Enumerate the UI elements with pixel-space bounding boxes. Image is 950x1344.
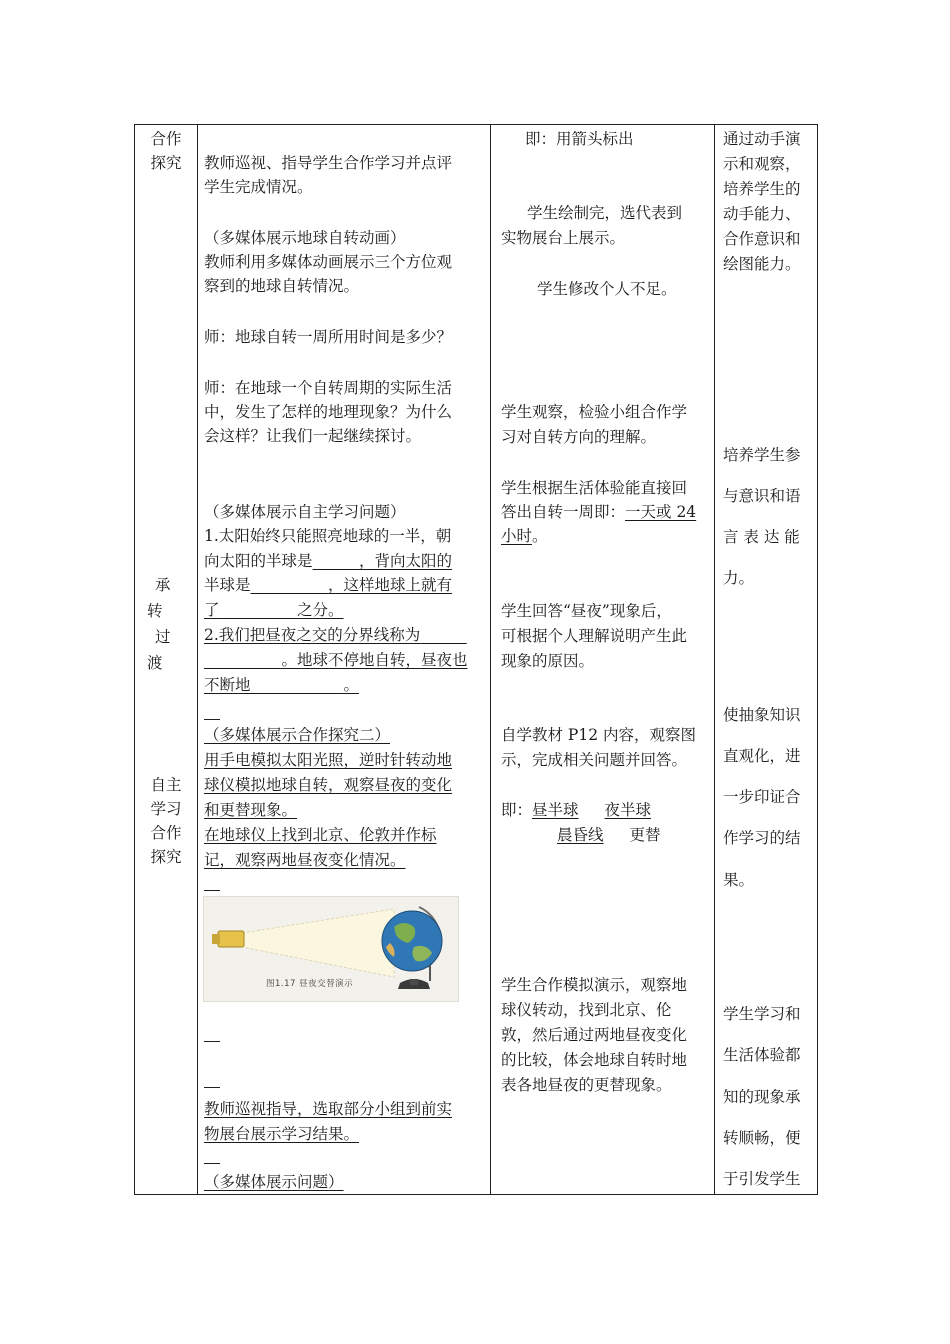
teacher-text: 在地球仪上找到北京、伦敦并作标 xyxy=(204,826,437,844)
intent-text: 直观化，进 xyxy=(723,747,801,765)
student-text: 的比较，体会地球自转时地 xyxy=(501,1051,688,1069)
stage-label: 探究 xyxy=(150,154,182,172)
teacher-text: 物展台展示学习结果。 xyxy=(204,1125,360,1143)
teacher-text: （多媒体展示地球自转动画） xyxy=(204,229,406,247)
stage-label: 探究 xyxy=(150,848,182,866)
teacher-text: 记，观察两地昼夜变化情况。 xyxy=(204,851,406,869)
intent-text: 学生学习和 xyxy=(723,1005,801,1023)
underline-mark xyxy=(204,1087,220,1088)
teacher-text: 教师利用多媒体动画展示三个方位观 xyxy=(204,253,453,271)
teacher-text: 1.太阳始终只能照亮地球的一半，朝 xyxy=(204,527,452,545)
teacher-text: 学生完成情况。 xyxy=(204,178,313,196)
student-text: 可根据个人理解说明产生此 xyxy=(501,627,688,645)
underline-mark xyxy=(204,1041,220,1042)
student-text: 习对自转方向的理解。 xyxy=(501,428,657,446)
underline-mark xyxy=(204,1163,220,1164)
student-text: 晨昏线 更替 xyxy=(557,826,661,844)
student-text: 敦，然后通过两地昼夜变化 xyxy=(501,1026,688,1044)
lesson-plan-table xyxy=(134,124,818,1195)
intent-text: 动手能力、 xyxy=(723,205,801,223)
underline-mark xyxy=(204,890,220,891)
intent-text: 转顺畅，便 xyxy=(723,1129,801,1147)
stage-label: 合作 xyxy=(150,130,182,148)
teacher-text: 2.我们把昼夜之交的分界线称为 xyxy=(204,626,421,644)
light-beam xyxy=(242,909,394,977)
student-text: 实物展台上展示。 xyxy=(501,229,626,247)
student-text: 答出自转一周即：一天或 24 xyxy=(501,503,697,521)
intent-text: 绘图能力。 xyxy=(723,255,801,273)
teacher-text: （多媒体展示自主学习问题） xyxy=(204,503,406,521)
globe-icon xyxy=(382,911,442,971)
day-night-demo-figure xyxy=(203,896,459,1002)
intent-text: 通过动手演 xyxy=(723,130,801,148)
teacher-text: 师：在地球一个自转周期的实际生活 xyxy=(204,379,453,397)
intent-text: 与意识和语 xyxy=(723,487,801,505)
stage-label: 承 xyxy=(155,576,171,594)
student-text: 小时。 xyxy=(501,527,548,545)
stage-label: 自主 xyxy=(150,776,182,794)
intent-text: 生活体验都 xyxy=(723,1046,801,1064)
student-text: 学生合作模拟演示，观察地 xyxy=(501,976,688,994)
teacher-text: 不断地 。 xyxy=(204,676,360,694)
student-text: 球仪转动，找到北京、伦 xyxy=(501,1001,672,1019)
column-divider xyxy=(490,125,491,1194)
stage-label: 渡 xyxy=(147,654,163,672)
teacher-text: 了 之分。 xyxy=(204,601,344,619)
teacher-text: 用手电模拟太阳光照，逆时针转动地 xyxy=(204,751,453,769)
student-text: 示，完成相关问题并回答。 xyxy=(501,751,688,769)
teacher-text: 球仪模拟地球自转，观察昼夜的变化 xyxy=(204,776,453,794)
figure-caption: 图1.17 昼夜交替演示 xyxy=(266,979,354,989)
student-text: 表各地昼夜的更替现象。 xyxy=(501,1076,672,1094)
teacher-text: （多媒体展示合作探究二） xyxy=(204,726,391,744)
stage-label: 过 xyxy=(155,628,171,646)
teacher-text: 。地球不停地自转，昼夜也 xyxy=(281,651,468,669)
intent-text: 作学习的结 xyxy=(723,829,801,847)
student-text: 自学教材 P12 内容，观察图 xyxy=(501,726,697,744)
stage-label: 合作 xyxy=(150,824,182,842)
column-divider xyxy=(714,125,715,1194)
intent-text: 力。 xyxy=(723,569,755,587)
teacher-text: 察到的地球自转情况。 xyxy=(204,277,360,295)
student-text: 学生根据生活体验能直接回 xyxy=(501,479,688,497)
teacher-text: 和更替现象。 xyxy=(204,801,298,819)
intent-text: 培养学生的 xyxy=(723,180,801,198)
flashlight-icon xyxy=(218,931,244,947)
intent-text: 果。 xyxy=(723,871,755,889)
intent-text: 合作意识和 xyxy=(723,230,801,248)
stage-label: 学习 xyxy=(150,800,182,818)
intent-text: 言 表 达 能 xyxy=(723,528,800,546)
student-text: 即：用箭头标出 xyxy=(525,130,634,148)
teacher-text: 师：地球自转一周所用时间是多少？ xyxy=(204,328,453,346)
teacher-text: （多媒体展示问题） xyxy=(204,1173,344,1191)
student-text: 学生观察，检验小组合作学 xyxy=(501,403,688,421)
teacher-text: 中，发生了怎样的地理现象？为什么 xyxy=(204,403,453,421)
intent-text: 于引发学生 xyxy=(723,1170,801,1188)
intent-text: 示和观察， xyxy=(723,155,801,173)
stage-label: 转 xyxy=(147,602,163,620)
student-text: 学生回答“昼夜”现象后， xyxy=(501,602,672,620)
column-divider xyxy=(197,125,198,1194)
student-text: 现象的原因。 xyxy=(501,652,595,670)
intent-text: 培养学生参 xyxy=(723,446,801,464)
student-text: 学生修改个人不足。 xyxy=(537,280,677,298)
intent-text: 知的现象承 xyxy=(723,1088,801,1106)
underline-mark xyxy=(204,719,220,720)
teacher-text: 教师巡视指导，选取部分小组到前实 xyxy=(204,1100,453,1118)
teacher-text: 向太阳的半球是 ，背向太阳的 xyxy=(204,552,453,570)
teacher-text: 教师巡视、指导学生合作学习并点评 xyxy=(204,154,453,172)
intent-text: 使抽象知识 xyxy=(723,706,801,724)
teacher-text: 会这样？让我们一起继续探讨。 xyxy=(204,427,422,445)
intent-text: 一步印证合 xyxy=(723,788,801,806)
student-text: 学生绘制完，选代表到 xyxy=(527,204,683,222)
student-text: 即：昼半球 夜半球 xyxy=(501,801,652,819)
teacher-text: 半球是 ，这样地球上就有 xyxy=(204,576,453,594)
